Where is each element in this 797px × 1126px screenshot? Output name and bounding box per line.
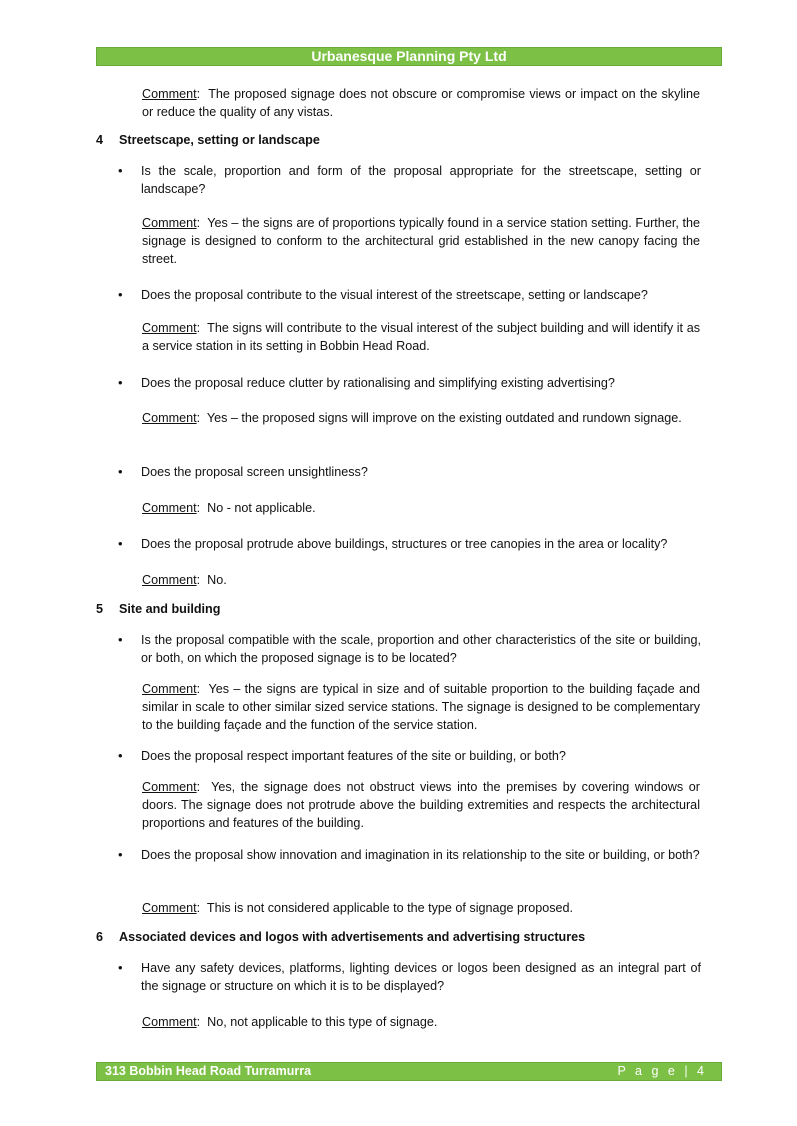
comment-text: The proposed signage does not obscure or compromise views or impact on the skyline or reduce the quality of any vistas. [142,87,700,119]
comment: Comment: Yes, the signage does not obstruct views into the premises by covering windows or doors. The signage does not protrude above the building extremities and respects the architectural proportions and features of the building. [142,780,700,830]
comment: Comment: This is not considered applicable to the type of signage proposed. [142,901,574,915]
intro-comment: Comment: The proposed signage does not obscure or compromise views or impact on the skyline or reduce the quality of any vistas. [142,87,700,119]
footer-address: 313 Bobbin Head Road Turramurra [105,1064,312,1078]
section-number: 6 [96,930,104,944]
bullet-icon: • [118,748,123,763]
comment: Comment: Yes – the proposed signs will improve on the existing outdated and rundown signage. [142,411,682,425]
section-heading-6 [96,928,585,946]
comment-label: Comment [142,1015,197,1029]
comment-text: No, not applicable to this type of signage. [207,1015,438,1029]
header-title: Urbanesque Planning Pty Ltd [311,48,507,64]
question: Does the proposal screen unsightliness? [141,465,368,479]
comment-text: Yes – the signs are typical in size and of suitable proportion to the building façade and similar in scale to other similar sized service stations. The signage is designed to be complementary to the building façade and the function of the service station. [142,682,700,732]
section-title: Streetscape, setting or landscape [119,133,320,147]
bullet-icon: • [118,375,123,390]
comment-text: Yes – the signs are of proportions typically found in a service station setting. Further, the signage is designed to conform to the architectural grid established in the new canopy facing the street. [142,216,700,266]
comment-label: Comment [142,682,197,696]
comment-label: Comment [142,411,197,425]
page-footer [96,1062,722,1081]
comment-text: No - not applicable. [207,501,316,515]
comment-label: Comment [142,87,197,101]
comment: Comment: No. [142,573,227,587]
question: Have any safety devices, platforms, lighting devices or logos been designed as an integral part of the signage or structure on which it is to be displayed? [141,961,701,993]
section-number: 4 [96,133,104,147]
bullet-icon: • [118,847,123,862]
bullet-icon: • [118,464,123,479]
comment-label: Comment [142,216,197,230]
comment-label: Comment [142,901,197,915]
comment-label: Comment [142,573,197,587]
section-heading-5 [96,600,220,618]
comment: Comment: Yes – the signs are of proportions typically found in a service station setting. Further, the signage is designed to conform to the architectural grid established in the new canopy facing the street. [142,216,700,266]
page-number: P a g e | 4 [617,1064,707,1078]
section-number: 5 [96,602,104,616]
section-title: Site and building [119,602,221,616]
bullet-icon: • [118,287,123,302]
comment-label: Comment [142,321,197,335]
question: Does the proposal protrude above buildings, structures or tree canopies in the area or locality? [141,537,668,551]
comment-label: Comment [142,501,197,515]
comment: Comment: The signs will contribute to the visual interest of the subject building and will identify it as a service station in its setting in Bobbin Head Road. [142,321,700,353]
comment-text: This is not considered applicable to the type of signage proposed. [206,901,574,915]
comment: Comment: No, not applicable to this type of signage. [142,1015,438,1029]
section-title: Associated devices and logos with advertisements and advertising structures [119,930,586,944]
bullet-icon: • [118,163,123,178]
question: Does the proposal show innovation and imagination in its relationship to the site or building, or both? [141,848,700,862]
question: Is the proposal compatible with the scale, proportion and other characteristics of the site or building, or both, on which the proposed signage is to be located? [141,633,701,665]
comment-text: No. [207,573,227,587]
comment: Comment: No - not applicable. [142,501,316,515]
comment-text: Yes, the signage does not obstruct views into the premises by covering windows or doors. The signage does not protrude above the building extremities and respects the architectural proportions and features of the building. [142,780,700,830]
question: Is the scale, proportion and form of the proposal appropriate for the streetscape, setting or landscape? [141,164,701,196]
section-heading-4 [96,131,320,149]
bullet-icon: • [118,960,123,975]
bullet-icon: • [118,536,123,551]
comment: Comment: Yes – the signs are typical in size and of suitable proportion to the building façade and similar in scale to other similar sized service stations. The signage is designed to be complementary to the building façade and the function of the service station. [142,682,700,732]
question: Does the proposal contribute to the visual interest of the streetscape, setting or landscape? [141,288,648,302]
comment-text: The signs will contribute to the visual interest of the subject building and will identify it as a service station in its setting in Bobbin Head Road. [142,321,700,353]
question: Does the proposal respect important features of the site or building, or both? [141,749,566,763]
bullet-icon: • [118,632,123,647]
comment-text: Yes – the proposed signs will improve on the existing outdated and rundown signage. [206,411,682,425]
question: Does the proposal reduce clutter by rationalising and simplifying existing advertising? [141,376,615,390]
comment-label: Comment [142,780,197,794]
